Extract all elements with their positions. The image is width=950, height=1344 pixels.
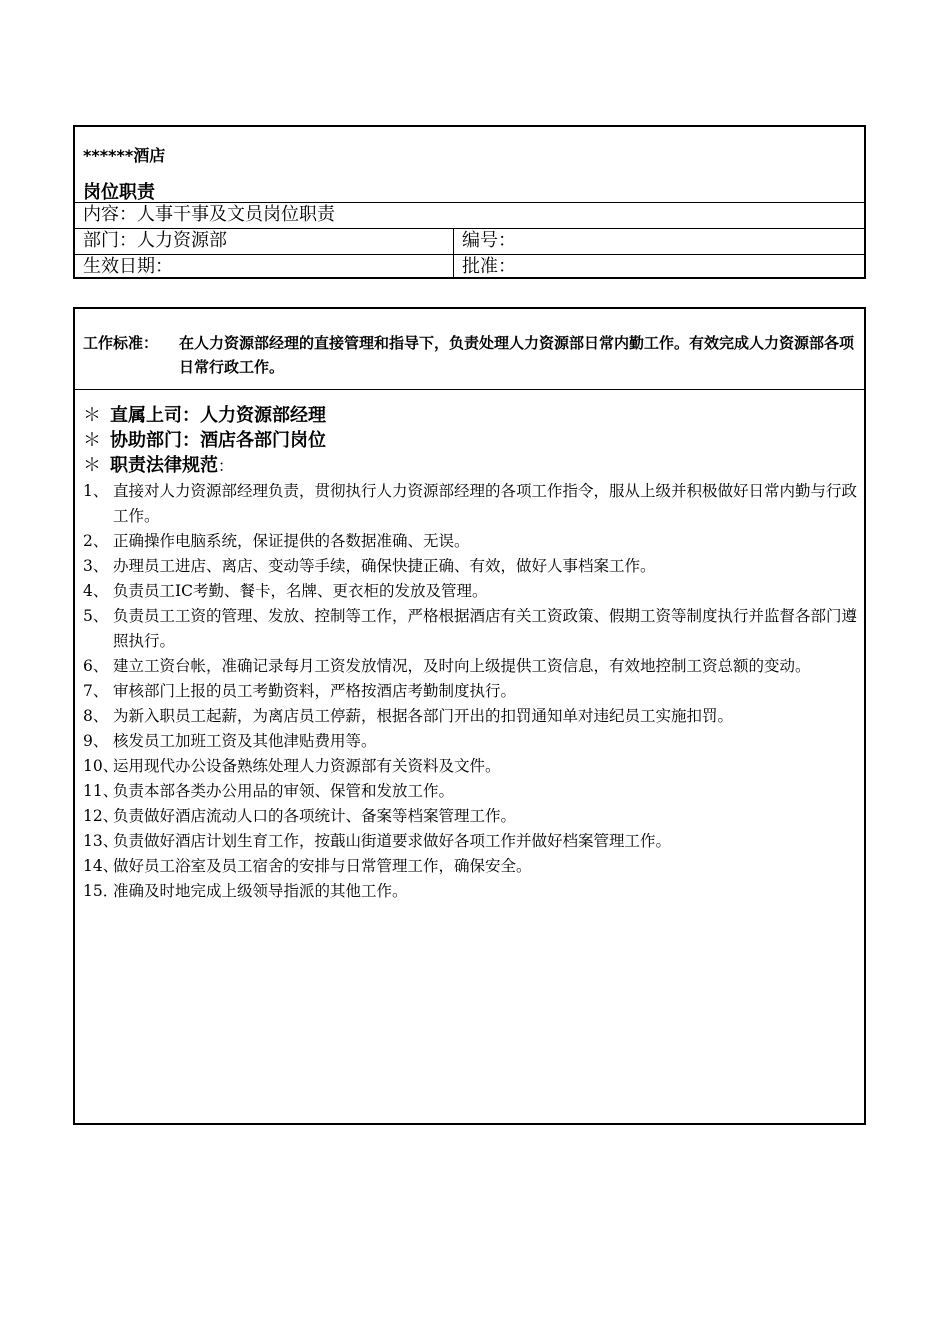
duties-list	[83, 479, 861, 904]
list-item	[83, 804, 861, 829]
assist-text: 协助部门：酒店各部门岗位	[110, 430, 326, 451]
list-item	[83, 829, 861, 854]
list-item	[83, 529, 861, 554]
list-item	[83, 704, 861, 729]
duty-text: 负责本部各类办公用品的审领、保管和发放工作。	[113, 782, 455, 800]
department-cell: 部门：人力资源部	[75, 229, 454, 254]
duty-number: 10、	[83, 757, 119, 775]
section-divider	[75, 389, 864, 390]
superior-text: 直属上司：人力资源部经理	[110, 405, 326, 426]
duty-text: 办理员工进店、离店、变动等手续，确保快捷正确、有效，做好人事档案工作。	[113, 557, 656, 575]
duty-text: 建立工资台帐，准确记录每月工资发放情况，及时向上级提供工资信息，有效地控制工资总额的变动。	[113, 657, 811, 675]
work-standard-text: 在人力资源部经理的直接管理和指导下，负责处理人力资源部日常内勤工作。有效完成人力资源部各项日常行政工作。	[179, 334, 855, 376]
duty-text: 为新入职员工起薪，为离店员工停薪，根据各部门开出的扣罚通知单对违纪员工实施扣罚。	[113, 707, 734, 725]
duty-text: 审核部门上报的员工考勤资料，严格按酒店考勤制度执行。	[113, 682, 517, 700]
duty-number: 13、	[83, 832, 119, 850]
star-bullet-icon: ＊	[83, 405, 101, 426]
list-item	[83, 654, 861, 679]
duty-number: 15．	[83, 882, 119, 900]
duty-number: 12、	[83, 807, 119, 825]
duty-text: 负责做好酒店计划生育工作，按蕺山街道要求做好各项工作并做好档案管理工作。	[113, 832, 672, 850]
superior-line	[83, 404, 326, 428]
work-standard-label: 工作标准：	[83, 334, 159, 352]
duty-number: 1、	[83, 482, 109, 500]
duty-text: 运用现代办公设备熟练处理人力资源部有关资料及文件。	[113, 757, 501, 775]
body-table	[73, 307, 866, 1125]
content-row	[75, 202, 864, 228]
list-item	[83, 679, 861, 704]
norms-label: 职责法律规范	[110, 455, 218, 476]
list-item	[83, 779, 861, 804]
duty-text: 负责员工IC考勤、餐卡，名牌、更衣柜的发放及管理。	[113, 582, 488, 600]
duty-text: 负责员工工资的管理、发放、控制等工作，严格根据酒店有关工资政策、假期工资等制度执行并监督各部门遵照执行。	[113, 607, 858, 650]
duty-number: 5、	[83, 607, 109, 625]
duty-number: 6、	[83, 657, 109, 675]
list-item	[83, 479, 861, 529]
duty-number: 11、	[83, 782, 119, 800]
duty-number: 7、	[83, 682, 109, 700]
list-item	[83, 554, 861, 579]
header-table	[73, 125, 866, 279]
norms-line	[83, 454, 234, 478]
star-bullet-icon: ＊	[83, 430, 101, 451]
number-cell: 编号：	[462, 230, 516, 251]
list-item	[83, 879, 861, 904]
duty-text: 负责做好酒店流动人口的各项统计、备案等档案管理工作。	[113, 807, 517, 825]
list-item	[83, 729, 861, 754]
content-cell: 内容：人事干事及文员岗位职责	[83, 204, 335, 225]
work-standard	[83, 331, 859, 379]
date-row	[75, 254, 864, 279]
duty-number: 4、	[83, 582, 109, 600]
effective-date-cell: 生效日期：	[75, 255, 454, 279]
duty-text: 核发员工加班工资及其他津贴费用等。	[113, 732, 377, 750]
norms-colon: ：	[218, 457, 234, 475]
department-row	[75, 228, 864, 254]
duty-number: 2、	[83, 532, 109, 550]
duty-text: 直接对人力资源部经理负责，贯彻执行人力资源部经理的各项工作指令，服从上级并积极做好日常内勤与行政工作。	[113, 482, 858, 525]
star-bullet-icon: ＊	[83, 455, 101, 476]
duty-text: 正确操作电脑系统，保证提供的各数据准确、无误。	[113, 532, 470, 550]
duty-number: 14、	[83, 857, 119, 875]
list-item	[83, 579, 861, 604]
approval-cell: 批准：	[462, 256, 516, 277]
document-type: 岗位职责	[83, 182, 155, 203]
hotel-name: ******酒店	[83, 146, 166, 165]
list-item	[83, 754, 861, 779]
duty-number: 9、	[83, 732, 109, 750]
duty-number: 8、	[83, 707, 109, 725]
list-item	[83, 854, 861, 879]
duty-number: 3、	[83, 557, 109, 575]
list-item	[83, 604, 861, 654]
duty-text: 做好员工浴室及员工宿舍的安排与日常管理工作，确保安全。	[113, 857, 532, 875]
assist-line	[83, 429, 326, 453]
duty-text: 准确及时地完成上级领导指派的其他工作。	[113, 882, 408, 900]
